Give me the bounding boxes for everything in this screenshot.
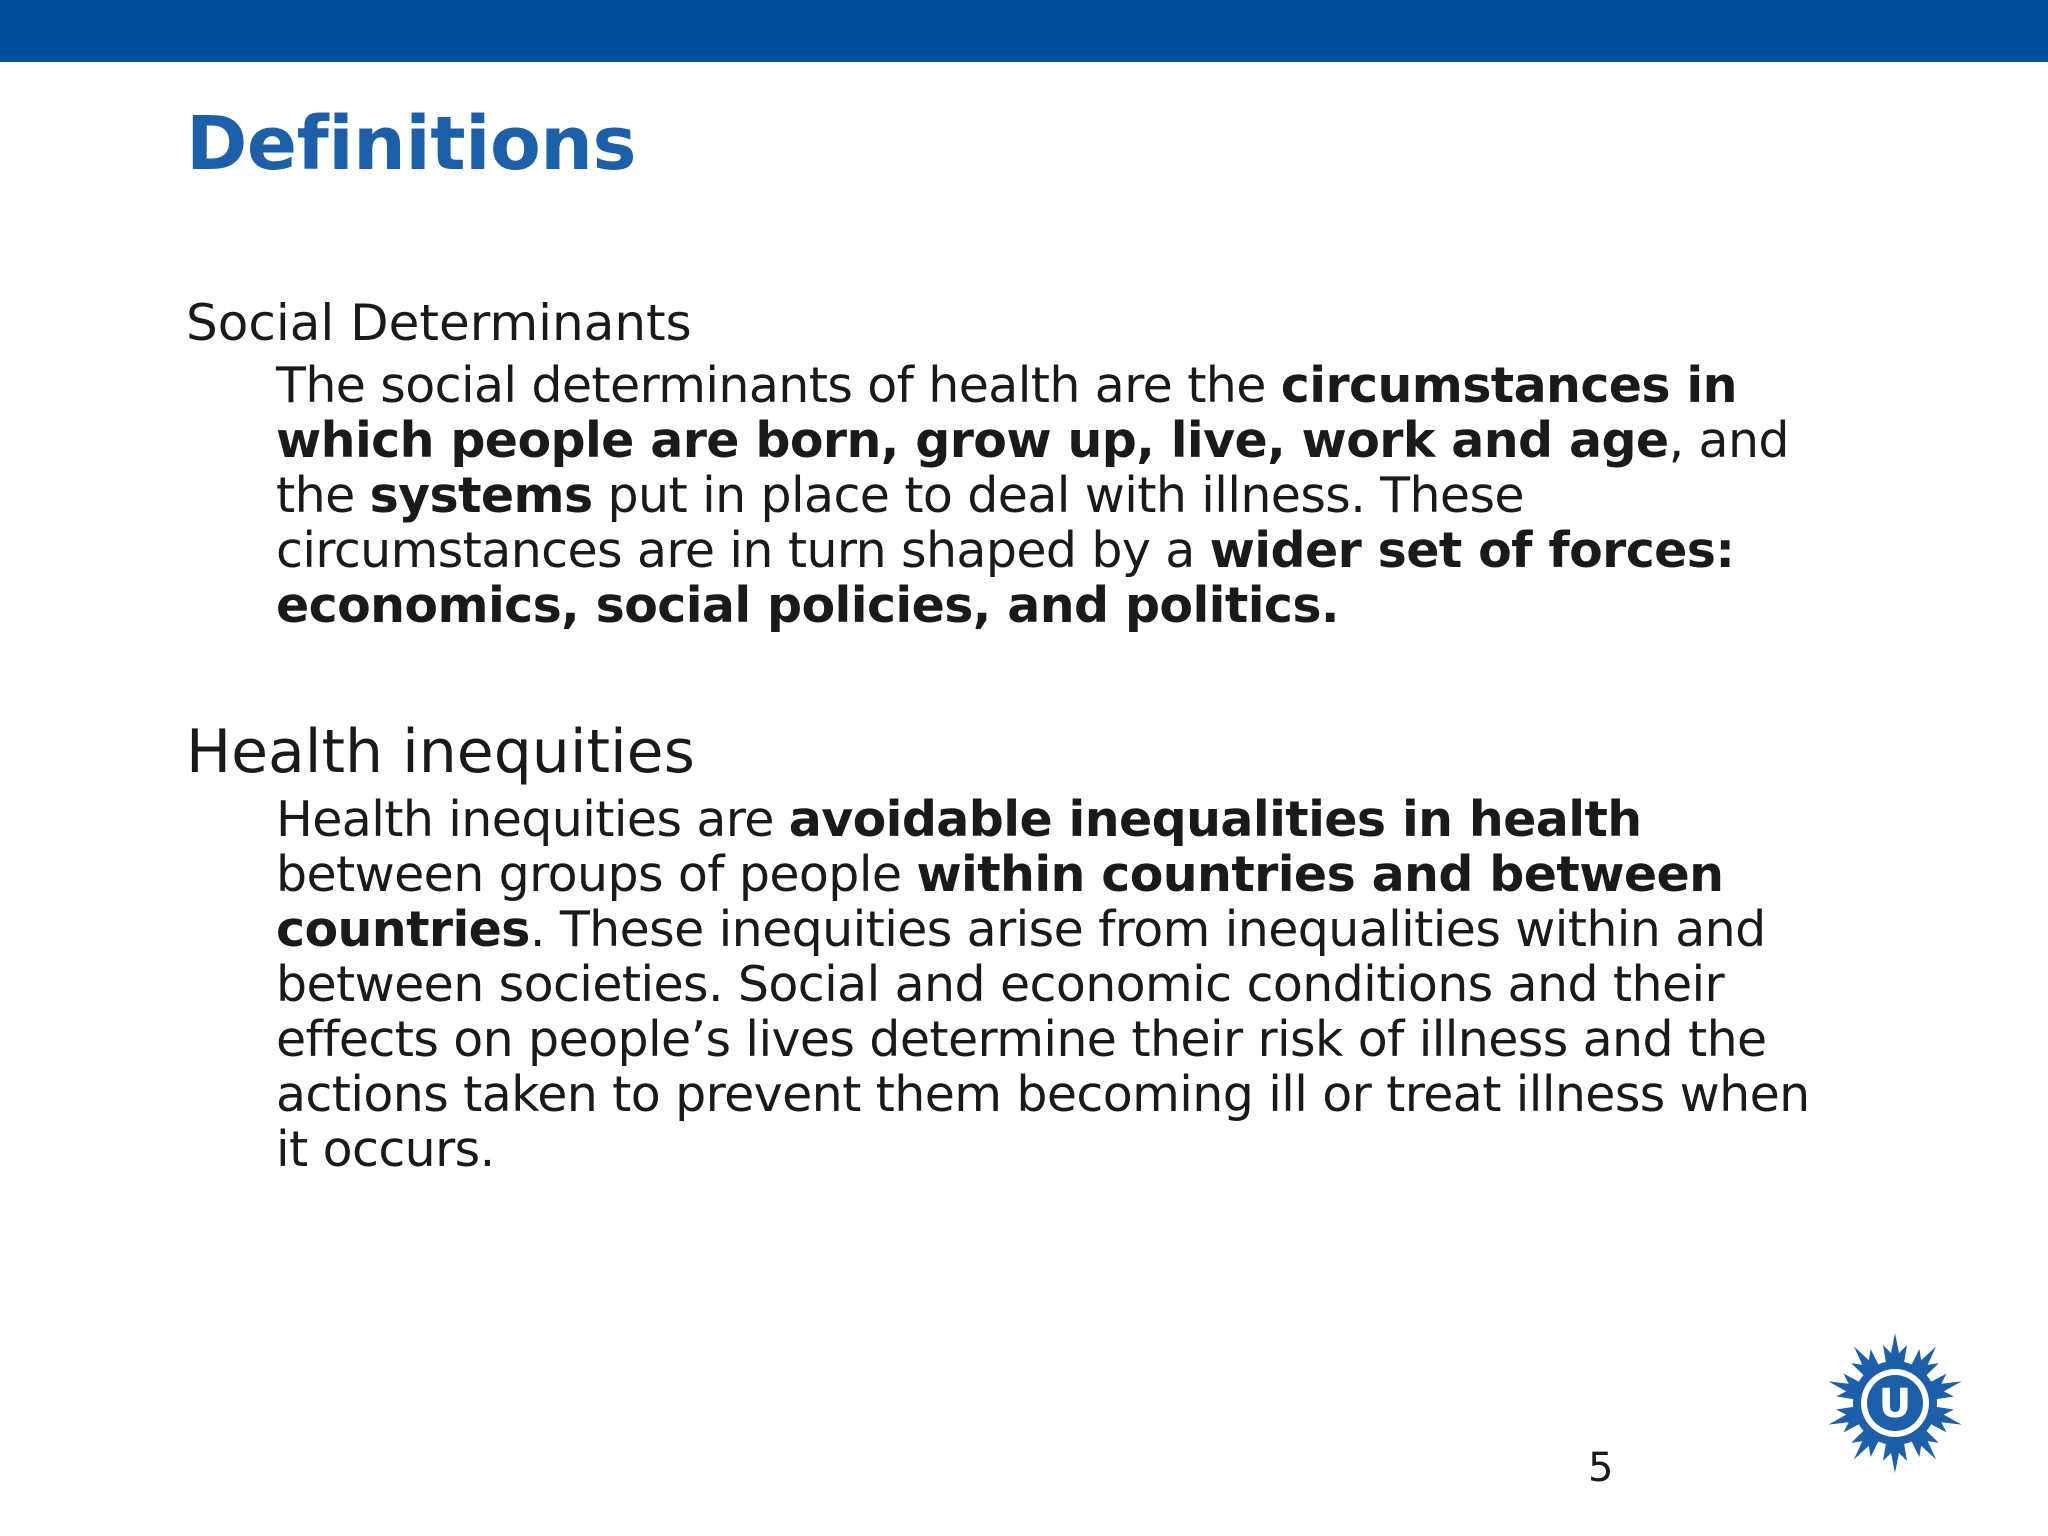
definition-text-run: between groups of people [276, 846, 917, 903]
definition-bold-run: circumstances in which people are born, grow up, live, work and age [276, 357, 1737, 469]
section-heading: Social Determinants [186, 294, 692, 352]
definition-text-run: Health inequities are [276, 791, 789, 848]
definition-text [276, 792, 1836, 1177]
section-social-determinants [186, 288, 1846, 633]
definition-bold-run: avoidable inequalities in health [788, 791, 1642, 848]
definition-bold-run: wider set of forces: economics, social policies, and politics. [276, 522, 1735, 634]
definition-bold-run: within countries and between countries [276, 846, 1724, 958]
university-sun-logo-icon [1820, 1328, 1970, 1478]
page-number: 5 [1588, 1445, 1614, 1491]
top-banner-bar [0, 0, 2048, 62]
slide-title: Definitions [186, 101, 637, 187]
definition-text-run: . These inequities arise from inequalities within and between societies. Social and economic conditions and their effects on people’s lives determine their risk of illness and the actions taken to prevent them becoming ill or treat illness when it occurs. [276, 901, 1810, 1178]
definition-text-run: , and the [276, 412, 1789, 524]
logo-letter: U [1878, 1381, 1912, 1427]
definition-text [276, 358, 1836, 633]
definition-bold-run: systems [369, 467, 593, 524]
logo-ray [1883, 1333, 1907, 1363]
logo-ray [1883, 1443, 1907, 1473]
definition-text-run: The social determinants of health are the [276, 357, 1281, 414]
definition-text-run: put in place to deal with illness. These circumstances are in turn shaped by a [276, 467, 1524, 579]
section-health-inequities [186, 712, 1846, 1177]
section-heading: Health inequities [186, 717, 695, 787]
